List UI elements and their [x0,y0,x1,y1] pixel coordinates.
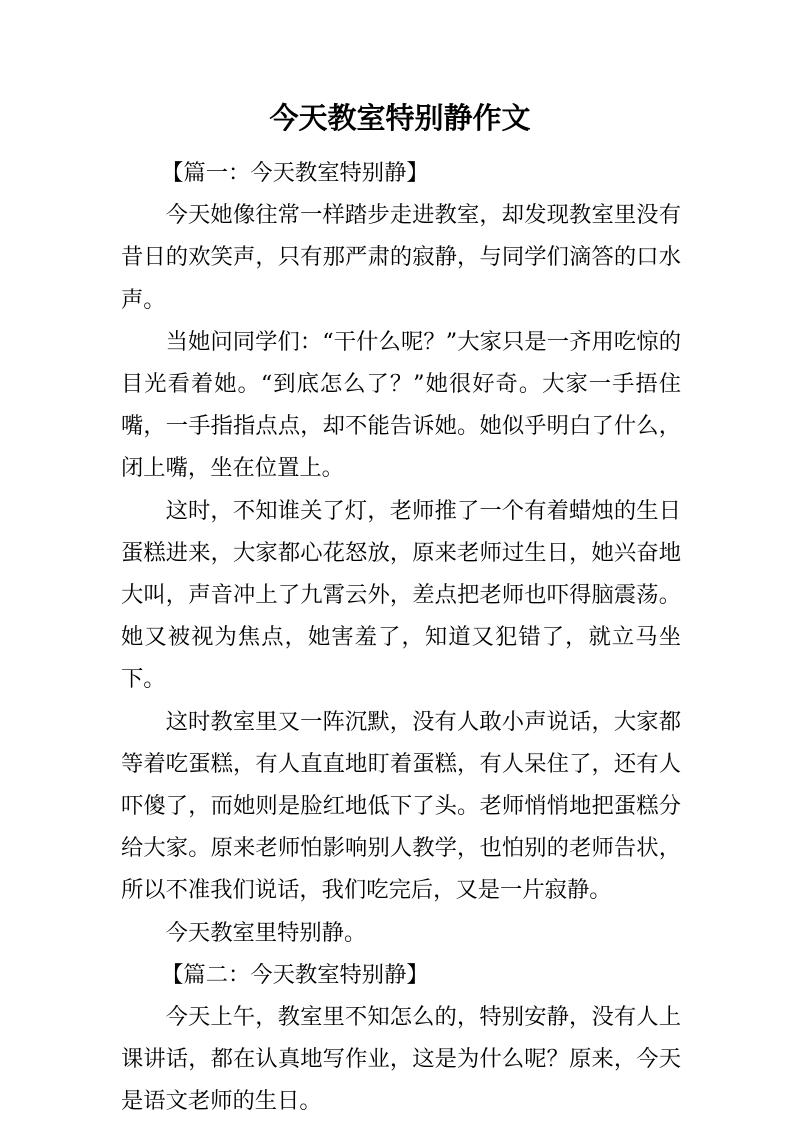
section-heading-1: 【篇一：今天教室特别静】 [161,160,429,186]
paragraph-1: 今天她像往常一样踏步走进教室，却发现教室里没有昔日的欢笑声，只有那严肃的寂静，与同学们滴答的口水声。 [121,202,681,313]
document-title: 今天教室特别静作文 [269,101,531,135]
paragraph-6: 今天上午，教室里不知怎么的，特别安静，没有人上课讲话，都在认真地写作业，这是为什么呢？原来，今天是语文老师的生日。 [121,1004,681,1115]
document-body [121,152,681,1123]
paragraph-5: 今天教室里特别静。 [165,919,367,946]
section-heading-2: 【篇二：今天教室特别静】 [161,961,429,988]
paragraph-4: 这时教室里又一阵沉默，没有人敢小声说话，大家都等着吃蛋糕，有人直直地盯着蛋糕，有人呆住了，还有人吓傻了，而她则是脸红地低下了头。老师悄悄地把蛋糕分给大家。原来老师怕影响别人教学，也怕别的老师告状，所以不准我们说话，我们吃完后，又是一片寂静。 [121,708,681,904]
paragraph-3: 这时，不知谁关了灯，老师推了一个有着蜡烛的生日蛋糕进来，大家都心花怒放，原来老师过生日，她兴奋地大叫，声音冲上了九霄云外，差点把老师也吓得脑震荡。她又被视为焦点，她害羞了，知道又犯错了，就立马坐下。 [121,497,681,693]
paragraph-2: 当她问同学们：“干什么呢？”大家只是一齐用吃惊的目光看着她。“到底怎么了？”她很好奇。大家一手捂住嘴，一手指指点点，却不能告诉她。她似乎明白了什么，闭上嘴，坐在位置上。 [121,328,681,482]
